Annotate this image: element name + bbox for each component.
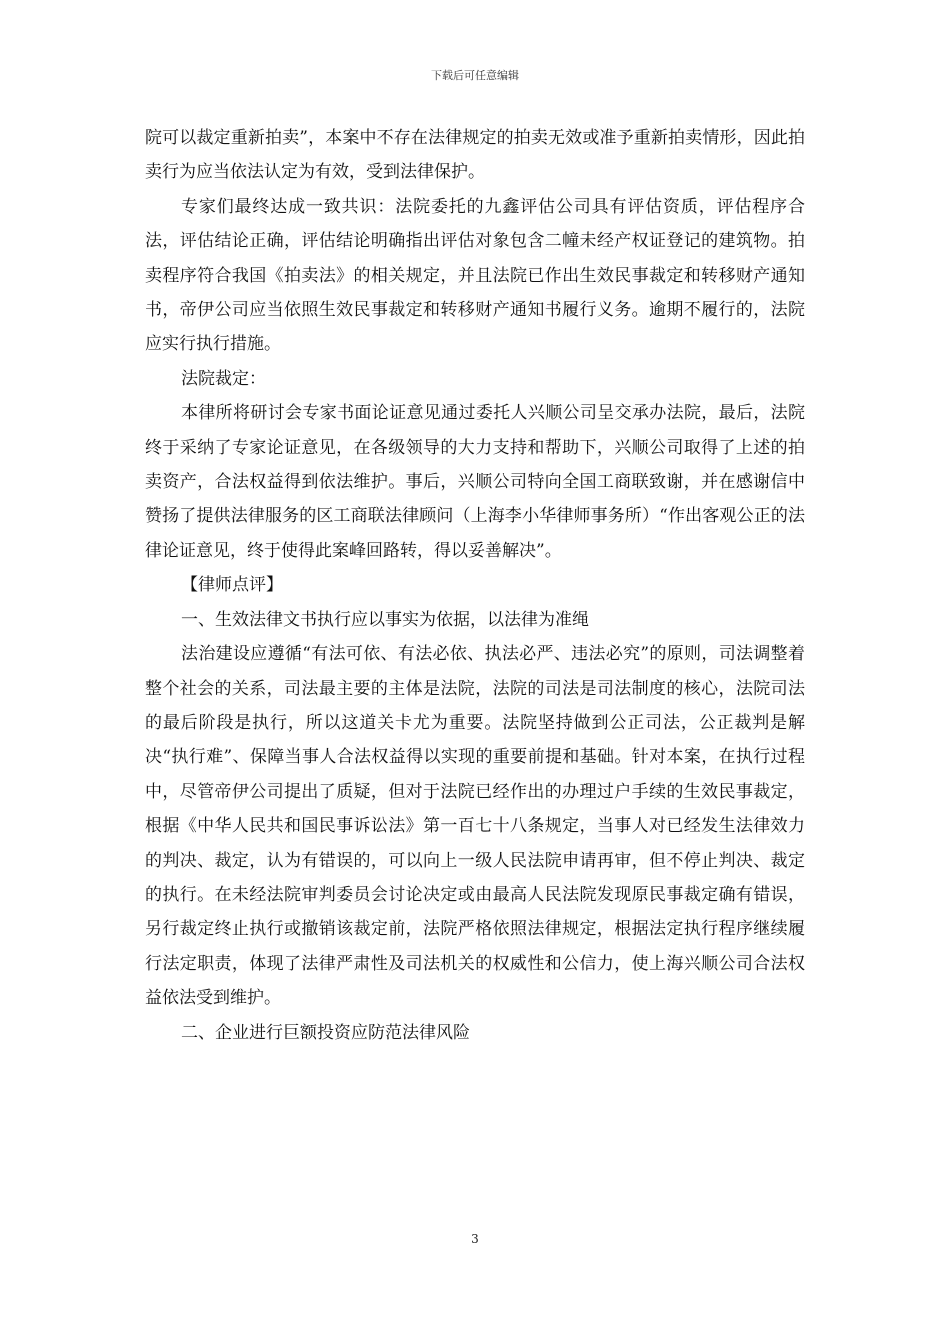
subheading-one: 一、生效法律文书执行应以事实为依据，以法律为准绳	[181, 609, 589, 630]
paragraph-court-ruling-body: 本律所将研讨会专家书面论证意见通过委托人兴顺公司呈交承办法院，最后，法院终于采纳了专家论证意见，在各级领导的大力支持和帮助下，兴顺公司取得了上述的拍卖资产，合法权益得到依法维护。事后，兴顺公司特向全国工商联致谢，并在感谢信中赞扬了提供法律服务的区工商联法律顾问（上海李小华律师事务所）“作出客观公正的法律论证意见，终于使得此案峰回路转，得以妥善解决”。	[145, 403, 805, 561]
paragraph-rule-of-law: 法治建设应遵循“有法可依、有法必依、执法必严、违法必究”的原则，司法调整着整个社会的关系，司法最主要的主体是法院，法院的司法是司法制度的核心，法院司法的最后阶段是执行，所以这道关卡尤为重要。法院坚持做到公正司法，公正裁判是解决“执行难”、保障当事人合法权益得以实现的重要前提和基础。针对本案，在执行过程中，尽管帝伊公司提出了质疑，但对于法院已经作出的办理过户手续的生效民事裁定，根据《中华人民共和国民事诉讼法》第一百七十八条规定，当事人对已经发生法律效力的判决、裁定，认为有错误的，可以向上一级人民法院申请再审，但不停止判决、裁定的执行。在未经法院审判委员会讨论决定或由最高人民法院发现原民事裁定确有错误，另行裁定终止执行或撤销该裁定前，法院严格依照法律规定，根据法定执行程序继续履行法定职责，体现了法律严肃性及司法机关的权威性和公信力，使上海兴顺公司合法权益依法受到维护。	[145, 644, 805, 1009]
paragraph-expert-consensus: 专家们最终达成一致共识：法院委托的九鑫评估公司具有评估资质，评估程序合法，评估结论正确，评估结论明确指出评估对象包含二幢未经产权证登记的建筑物。拍卖程序符合我国《拍卖法》的相关规定，并且法院已作出生效民事裁定和转移财产通知书，帝伊公司应当依照生效民事裁定和转移财产通知书履行义务。逾期不履行的，法院应实行执行措施。	[145, 196, 805, 355]
section-heading-lawyer-review: 【律师点评】	[181, 575, 283, 596]
page-number: 3	[471, 1232, 479, 1246]
document-body	[145, 121, 805, 1050]
page-header: 下载后可任意编辑	[431, 69, 519, 82]
paragraph-auction-validity: 院可以裁定重新拍卖”，本案中不存在法律规定的拍卖无效或准予重新拍卖情形，因此拍卖行为应当依法认定为有效，受到法律保护。	[145, 128, 805, 183]
paragraph-court-ruling-heading: 法院裁定：	[181, 368, 266, 389]
subheading-two: 二、企业进行巨额投资应防范法律风险	[181, 1022, 470, 1043]
